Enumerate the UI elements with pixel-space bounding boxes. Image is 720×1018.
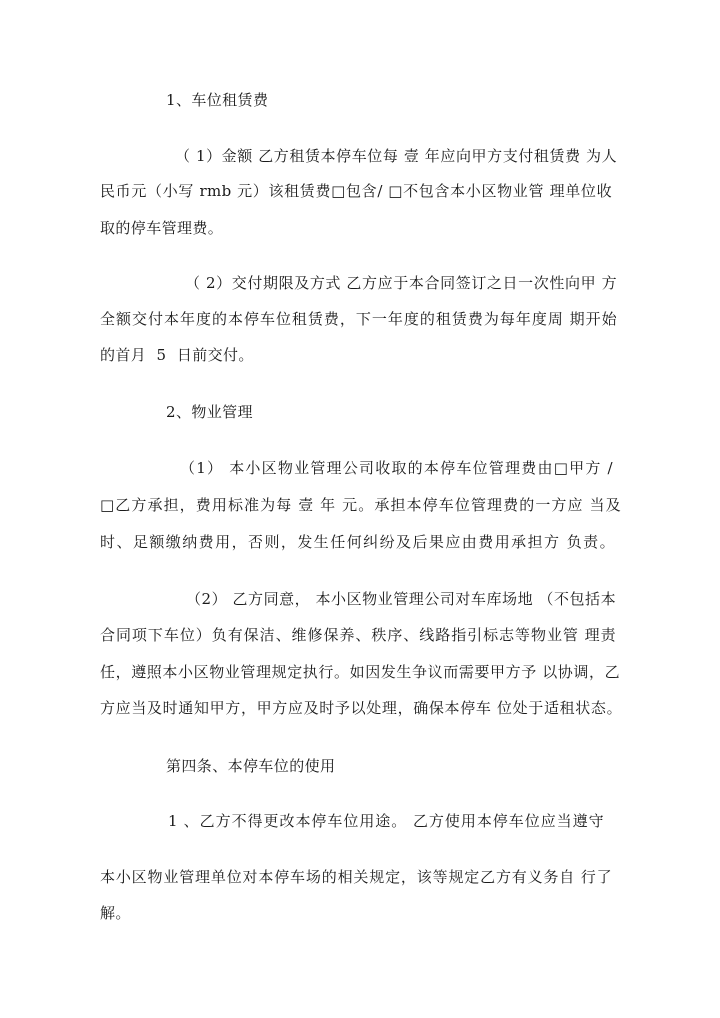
paragraph-line: （ 2）交付期限及方式 乙方应于本合同签订之日一次性向甲 方: [185, 274, 617, 292]
paragraph-line: 的首月 5 日前交付。: [100, 346, 254, 364]
paragraph-line: 1 、乙方不得更改本停车位用途。 乙方使用本停车位应当遵守: [168, 812, 604, 830]
paragraph-line: □乙方承担，费用标准为每 壹 年 元。承担本停车位管理费的一方应 当及: [100, 496, 621, 514]
paragraph-line: 民币元（小写 rmb 元）该租赁费□包含/ □不包含本小区物业管 理单位收: [100, 182, 612, 200]
paragraph-line: （ 1）金额 乙方租赁本停车位每 壹 年应向甲方支付租赁费 为人: [175, 147, 617, 165]
paragraph-line: 方应当及时通知甲方，甲方应及时予以处理，确保本停车 位处于适租状态。: [100, 699, 622, 717]
paragraph-line: 本小区物业管理单位对本停车场的相关规定，该等规定乙方有义务自 行了: [100, 868, 612, 886]
paragraph-line: 时、足额缴纳费用，否则，发生任何纠纷及后果应由费用承担方 负责。: [100, 533, 615, 551]
paragraph-line: （2） 乙方同意， 本小区物业管理公司对车库场地 （不包括本: [186, 590, 616, 608]
paragraph-line: （1） 本小区物业管理公司收取的本停车位管理费由□甲方 /: [180, 459, 613, 477]
article-heading-parking-use: 第四条、本停车位的使用: [166, 757, 336, 775]
section-heading-parking-fee: 1、车位租赁费: [166, 91, 269, 109]
section-heading-property-management: 2、物业管理: [166, 403, 253, 421]
paragraph-line: 合同项下车位）负有保洁、维修保养、秩序、线路指引标志等物业管 理责: [100, 626, 616, 644]
paragraph-line: 取的停车管理费。: [100, 219, 224, 237]
paragraph-line: 任，遵照本小区物业管理规定执行。如因发生争议而需要甲方予 以协调，乙: [100, 663, 620, 681]
paragraph-line: 解。: [100, 904, 131, 922]
paragraph-line: 全额交付本年度的本停车位租赁费，下一年度的租赁费为每年度周 期开始: [100, 310, 617, 328]
